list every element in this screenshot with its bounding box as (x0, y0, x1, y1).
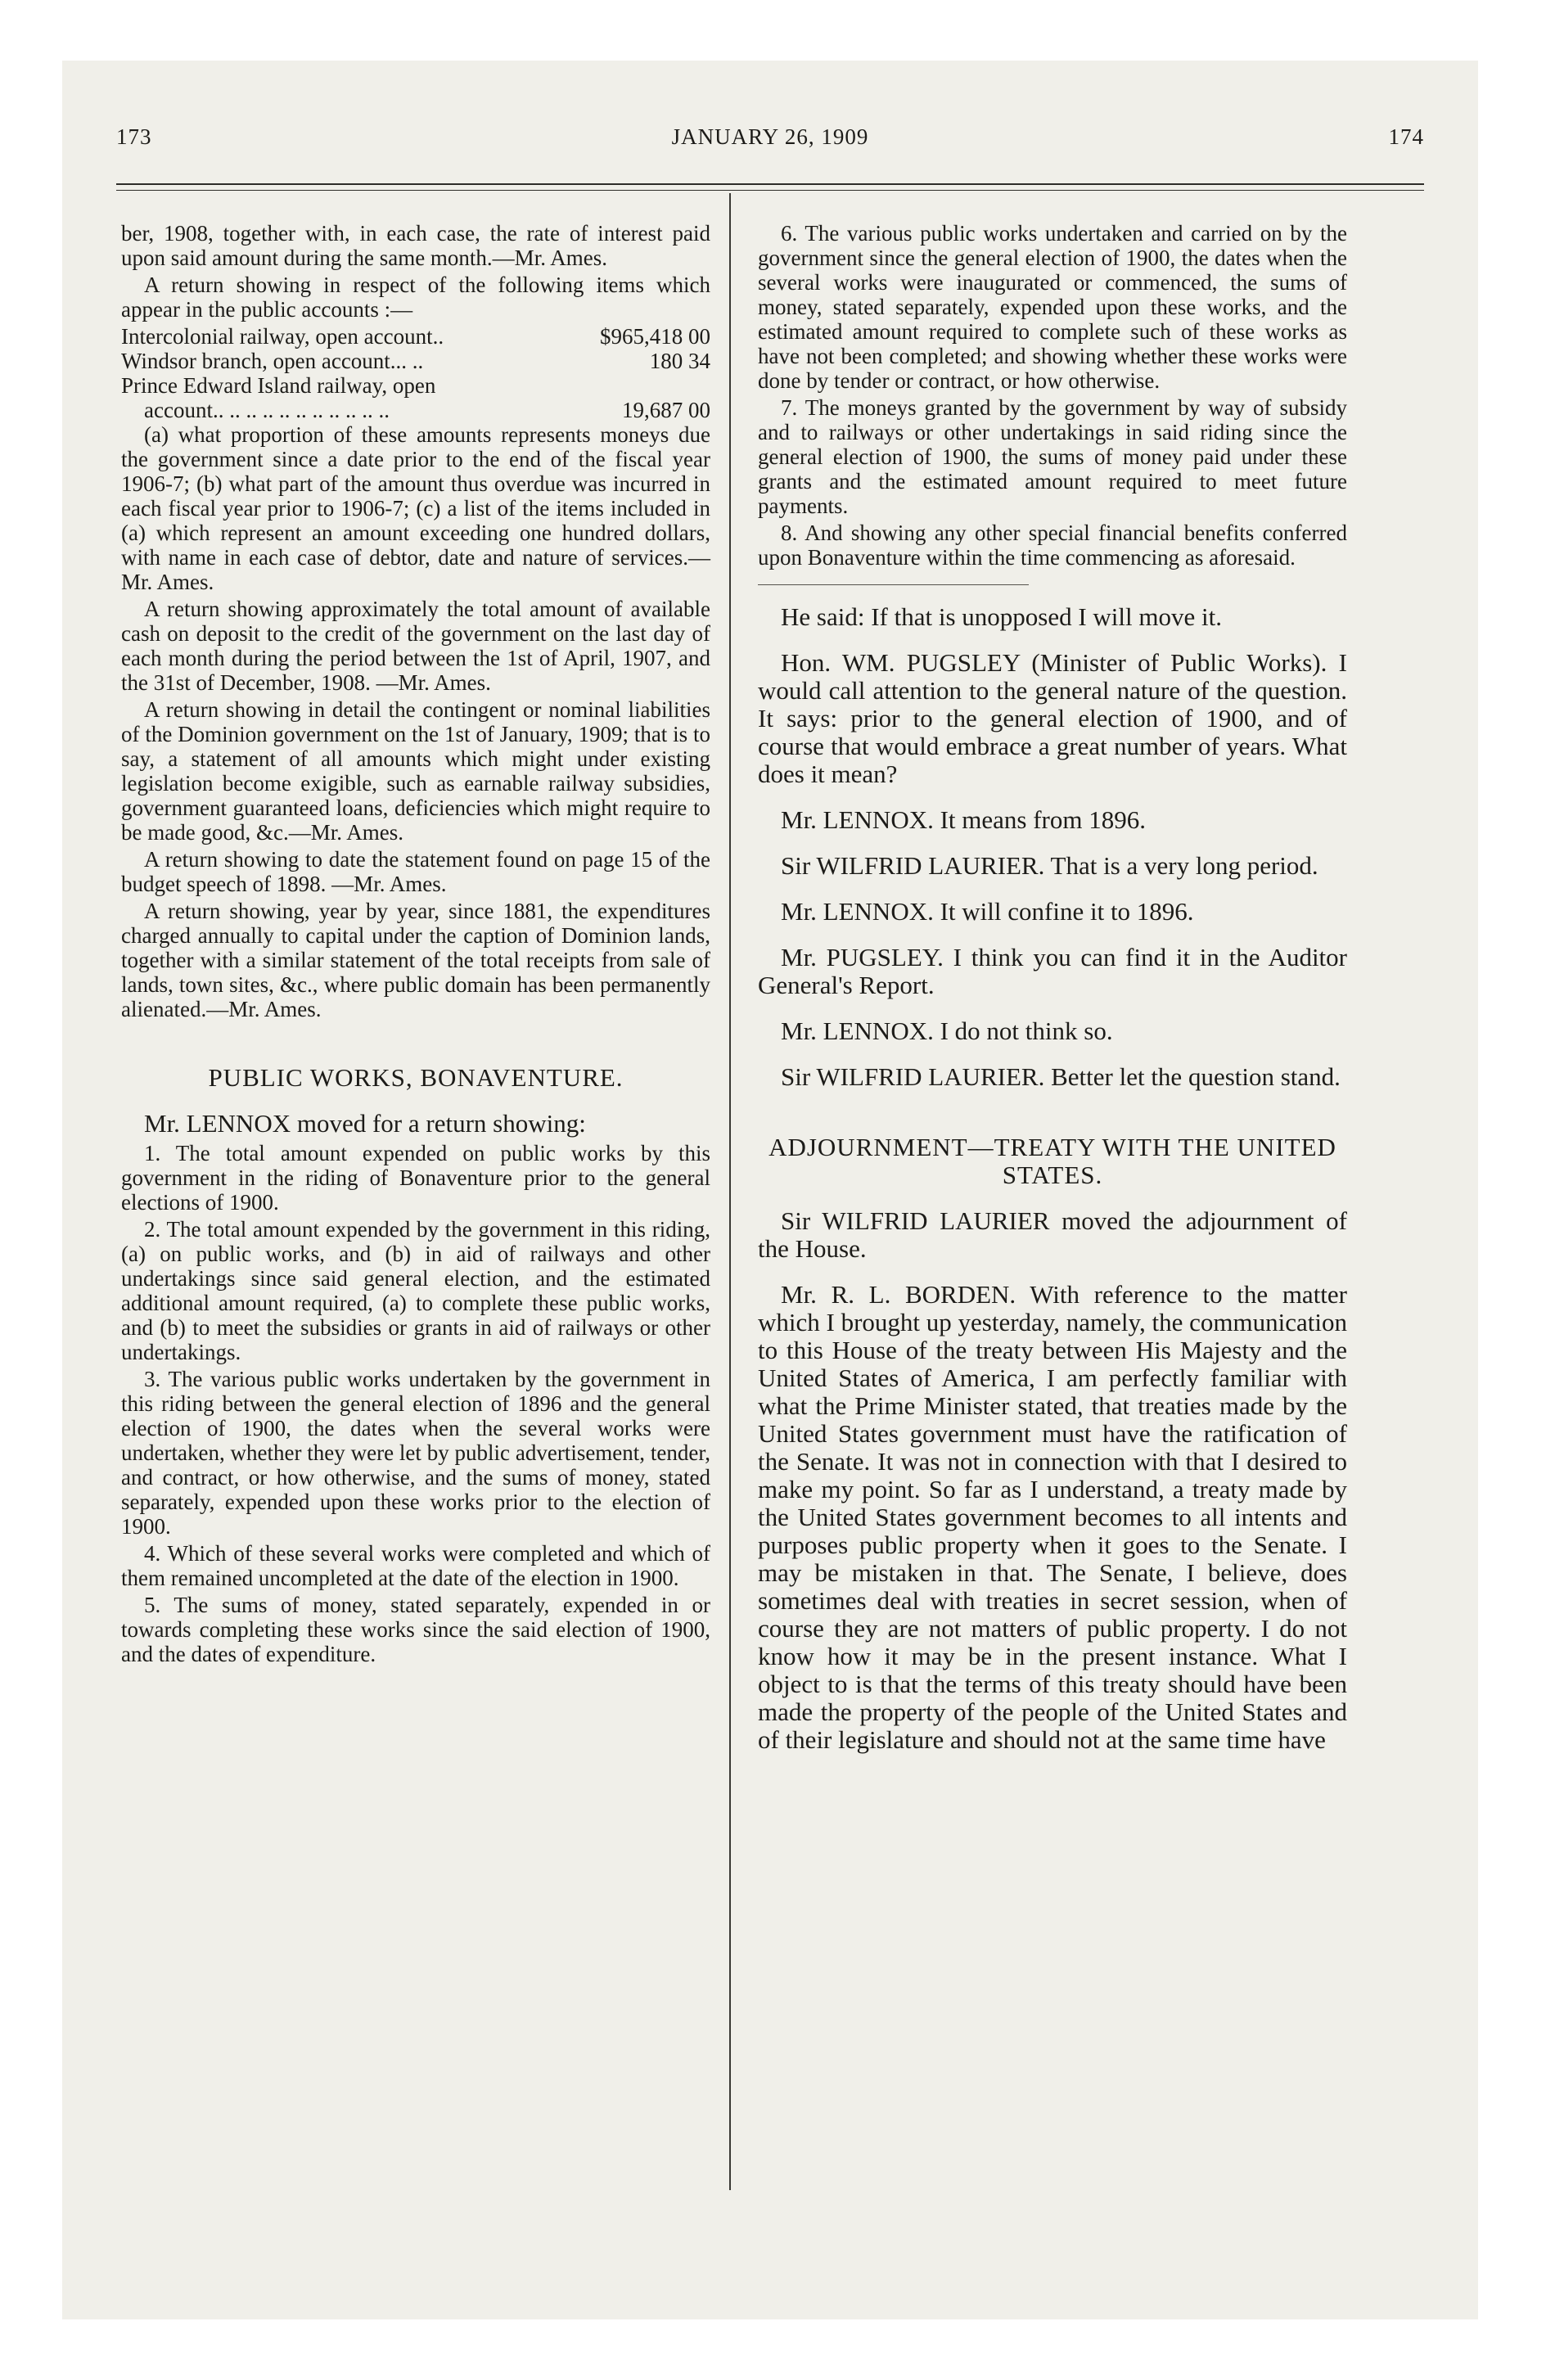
page-number-left: 173 (116, 124, 152, 149)
left-column (121, 221, 710, 1669)
list-item: 6. The various public works undertaken and carried on by the government since the general election of 1900, the dates when the several works were inaugurated or commenced, the sums of money, stated separately, expended upon these works, and the estimated amount required to complete such of these works as have not been completed; and showing whether these works were done by tender or contract, or how otherwise. (758, 221, 1347, 393)
page-number-right: 174 (1388, 124, 1424, 149)
list-item: 2. The total amount expended by the government in this riding, (a) on public works, and (b) in aid of railways and other undertakings since said general election, and the estimated additional amount required, (a) to complete these public works, and (b) to meet the subsidies or grants in aid of railways or other undertakings. (121, 1217, 710, 1364)
paragraph: A return showing in respect of the following items which appear in the public accounts :— (121, 273, 710, 322)
ledger-label: Intercolonial railway, open account.. (121, 324, 444, 349)
speech: Mr. R. L. BORDEN. With reference to the matter which I brought up yesterday, namely, the communication to this House of the treaty between His Majesty and the United States of America, I am perfectly familiar with what the Prime Minister stated, that treaties made by the United States government must have the ratification of the Senate. It was not in connection with that I desired to make my point. So far as I understand, a treaty made by the United States government becomes to all intents and purposes public property when it goes to the Senate. I may be mistaken in that. The Senate, I believe, does sometimes deal with treaties in secret session, when of course they are not matters of public property. I do not know how it may be in the present instance. What I object to is that the terms of this treaty should have been made the property of the people of the United States and of their legislature and should not at the same time have (758, 1280, 1347, 1754)
paragraph: A return showing, year by year, since 1881, the expenditures charged annually to capital under the caption of Dominion lands, together with a similar statement of the total receipts from sale of lands, town sites, &c., where public domain has been permanently alienated.—Mr. Ames. (121, 899, 710, 1021)
paragraph: (a) what proportion of these amounts represents moneys due the government since a date prior to the end of the fiscal year 1906-7; (b) what part of the amount thus overdue was incurred in each fiscal year prior to 1906-7; (c) a list of the items included in (a) which represent an amount exceeding one hundred dollars, with name in each case of debtor, date and nature of services.—Mr. Ames. (121, 422, 710, 594)
ledger-row (121, 373, 710, 398)
right-column (758, 221, 1347, 1757)
ledger-row (121, 349, 710, 373)
speech: Hon. WM. PUGSLEY (Minister of Public Works). I would call attention to the general nature of the question. It says: prior to the general election of 1900, and of course that would embrace a great number of years. What does it mean? (758, 648, 1347, 788)
header-rule (116, 183, 1424, 185)
ledger-row (121, 324, 710, 349)
section-heading: ADJOURNMENT—TREATY WITH THE UNITED STATES. (768, 1133, 1336, 1189)
ledger-amount: 19,687 00 (622, 398, 710, 422)
speech: Mr. LENNOX. It will confine it to 1896. (781, 897, 1194, 926)
list-item: 4. Which of these several works were completed and which of them remained uncompleted at the date of the election in 1900. (121, 1541, 710, 1590)
paragraph: A return showing to date the statement found on page 15 of the budget speech of 1898. —Mr. Ames. (121, 847, 710, 896)
paragraph: A return showing approximately the total amount of available cash on deposit to the credit of the government on the last day of each month during the period between the 1st of April, 1907, and the 31st of December, 1908. —Mr. Ames. (121, 597, 710, 695)
speech: Sir WILFRID LAURIER. That is a very long period. (781, 851, 1318, 880)
speech: Mr. LENNOX. It means from 1896. (781, 805, 1146, 834)
list-item: 1. The total amount expended on public works by this government in the riding of Bonaventure prior to the general elections of 1900. (121, 1141, 710, 1215)
column-divider (729, 193, 731, 2190)
ledger-label: Windsor branch, open account... .. (121, 349, 424, 373)
list-item: 3. The various public works undertaken by the government in this riding between the general election of 1896 and the general election of 1900, the dates when the several works were undertaken, whether they were let by public advertisement, tender, and contract, or how otherwise, and the sums of money, stated separately, expended upon these works prior to the election of 1900. (121, 1367, 710, 1539)
ledger-amount: 180 34 (649, 349, 710, 373)
scanned-page (62, 61, 1478, 2319)
list-item: 5. The sums of money, stated separately, expended in or towards completing these works since the said election of 1900, and the dates of expenditure. (121, 1593, 710, 1666)
speech: Sir WILFRID LAURIER moved the adjournment of the House. (758, 1206, 1347, 1263)
paragraph: ber, 1908, together with, in each case, the rate of interest paid upon said amount during the same month.—Mr. Ames. (121, 221, 710, 270)
list-item: 7. The moneys granted by the government by way of subsidy and to railways or other undertakings in said riding since the general election of 1900, the sums of money paid under these grants and the estimated amount required to meet future payments. (758, 395, 1347, 518)
speech: Mr. LENNOX. I do not think so. (781, 1016, 1113, 1045)
ledger-amount: $965,418 00 (600, 324, 710, 349)
ledger-label: account.. .. .. .. .. .. .. .. .. .. .. (144, 398, 390, 422)
paragraph: A return showing in detail the contingent or nominal liabilities of the Dominion government on the 1st of January, 1909; that is to say, a statement of all amounts which might under existing legislation become exigible, such as earnable railway subsidies, government guaranteed loans, deficiencies which might require to be made good, &c.—Mr. Ames. (121, 697, 710, 845)
list-item: 8. And showing any other special financial benefits conferred upon Bonaventure within the time commencing as aforesaid. (758, 521, 1347, 570)
page-header (62, 124, 1478, 165)
motion-text: Mr. LENNOX moved for a return showing: (144, 1109, 586, 1138)
speech: Mr. PUGSLEY. I think you can find it in the Auditor General's Report. (758, 943, 1347, 999)
separator-rule (758, 584, 1029, 585)
header-date: JANUARY 26, 1909 (671, 124, 869, 149)
speech: He said: If that is unopposed I will move it. (781, 602, 1222, 631)
section-heading: PUBLIC WORKS, BONAVENTURE. (208, 1063, 624, 1092)
ledger-row (121, 398, 710, 422)
header-rule-thin (116, 190, 1424, 191)
speech: Sir WILFRID LAURIER. Better let the question stand. (781, 1062, 1341, 1091)
ledger-label: Prince Edward Island railway, open (121, 373, 436, 398)
ledger (121, 324, 710, 422)
